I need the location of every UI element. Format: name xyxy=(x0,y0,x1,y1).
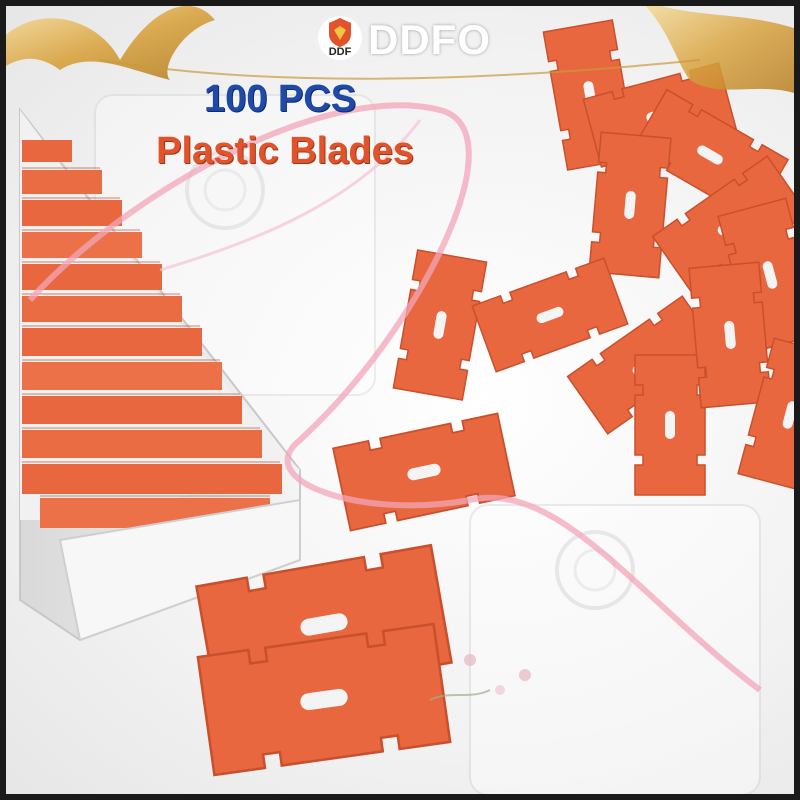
quantity-heading: 100 PCS xyxy=(203,78,357,120)
gold-ribbon-left xyxy=(0,6,215,80)
product-heading: Plastic Blades xyxy=(156,130,414,172)
brand-name: DDFO xyxy=(368,16,491,63)
background-container-bottom xyxy=(470,505,760,795)
logo-label: DDF xyxy=(328,46,352,58)
brand-logo xyxy=(318,14,498,64)
